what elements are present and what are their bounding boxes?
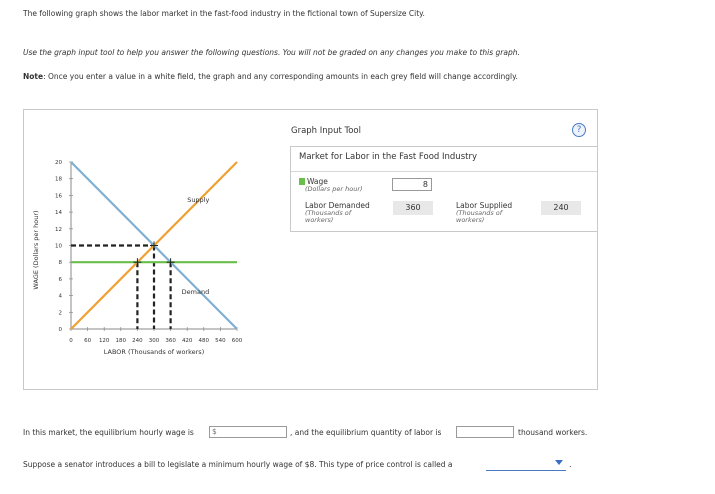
note-text bbox=[23, 72, 518, 81]
y-tick-label: 12 bbox=[55, 226, 62, 233]
x-tick-label: 240 bbox=[132, 338, 143, 344]
x-tick-label: 60 bbox=[84, 338, 92, 344]
labor-demanded-value: 360 bbox=[393, 201, 433, 215]
chevron-down-icon bbox=[555, 460, 563, 465]
question-1 bbox=[23, 428, 194, 437]
labor-supplied-sub2: workers) bbox=[456, 216, 485, 224]
price-control-dropdown[interactable] bbox=[486, 459, 566, 471]
x-tick-label: 180 bbox=[115, 338, 127, 344]
wage-sublabel: (Dollars per hour) bbox=[305, 185, 363, 193]
y-tick-label: 20 bbox=[55, 160, 62, 166]
x-tick-label: 0 bbox=[69, 338, 73, 344]
intro-text: The following graph shows the labor market in the fast-food industry in the fictional town of Supersize City. bbox=[23, 9, 425, 18]
divider bbox=[291, 171, 597, 172]
labor-demanded-sub2: workers) bbox=[305, 216, 334, 224]
supply-label: Supply bbox=[187, 196, 210, 205]
labor-supplied-label: Labor Supplied bbox=[456, 201, 513, 210]
q1-suffix: thousand workers. bbox=[518, 428, 588, 437]
x-tick-label: 360 bbox=[165, 338, 176, 344]
x-axis-label: LABOR (Thousands of workers) bbox=[103, 348, 205, 356]
labor-demanded-label: Labor Demanded bbox=[305, 201, 370, 210]
q2-end: . bbox=[569, 460, 572, 469]
graph-input-tool bbox=[290, 146, 598, 232]
x-tick-label: 120 bbox=[98, 338, 110, 344]
help-icon[interactable]: ? bbox=[572, 123, 586, 137]
x-tick-label: 480 bbox=[198, 338, 210, 344]
y-axis-label: WAGE (Dollars per hour) bbox=[32, 210, 40, 290]
x-tick-label: 420 bbox=[181, 338, 193, 344]
labor-demanded-sub1: (Thousands of bbox=[305, 209, 352, 217]
note-label: Note bbox=[23, 72, 44, 81]
x-tick-label: 600 bbox=[231, 338, 243, 344]
labor-supplied-sub1: (Thousands of bbox=[456, 209, 503, 217]
instructions-text: Use the graph input tool to help you answer the following questions. You will not be graded on any changes you make to this graph. bbox=[23, 48, 520, 57]
y-tick-label: 16 bbox=[55, 193, 62, 200]
wage-input[interactable]: 8 bbox=[392, 178, 432, 191]
x-tick-label: 300 bbox=[148, 338, 160, 344]
graph-panel bbox=[23, 109, 598, 390]
note-body: : Once you enter a value in a white field, the graph and any corresponding amounts in each grey field will change accordingly. bbox=[43, 72, 518, 81]
y-tick-label: 18 bbox=[55, 176, 62, 183]
wage-label-text: Wage bbox=[307, 177, 328, 186]
labor-supplied-value: 240 bbox=[541, 201, 581, 215]
labor-market-chart[interactable] bbox=[24, 110, 274, 391]
demand-label: Demand bbox=[181, 287, 210, 296]
y-tick-label: 4 bbox=[58, 293, 62, 300]
market-title: Market for Labor in the Fast Food Industry bbox=[299, 152, 477, 162]
y-tick-label: 0 bbox=[58, 327, 62, 333]
tool-title: Graph Input Tool bbox=[291, 126, 361, 136]
currency-symbol: $ bbox=[212, 427, 217, 436]
wage-swatch-icon bbox=[299, 178, 305, 185]
q1-middle: , and the equilibrium quantity of labor is bbox=[290, 428, 442, 437]
x-tick-label: 540 bbox=[215, 338, 226, 344]
y-tick-label: 14 bbox=[55, 210, 62, 217]
q1-prefix: In this market, the equilibrium hourly wage is bbox=[23, 428, 194, 437]
y-tick-label: 2 bbox=[58, 310, 62, 317]
question-2: Suppose a senator introduces a bill to legislate a minimum hourly wage of $8. This type of price control is called a bbox=[23, 460, 453, 469]
y-tick-label: 6 bbox=[58, 276, 62, 283]
equilibrium-quantity-input[interactable] bbox=[456, 426, 514, 438]
equilibrium-wage-input[interactable] bbox=[209, 426, 287, 438]
y-tick-label: 10 bbox=[55, 243, 62, 250]
y-tick-label: 8 bbox=[58, 260, 62, 267]
